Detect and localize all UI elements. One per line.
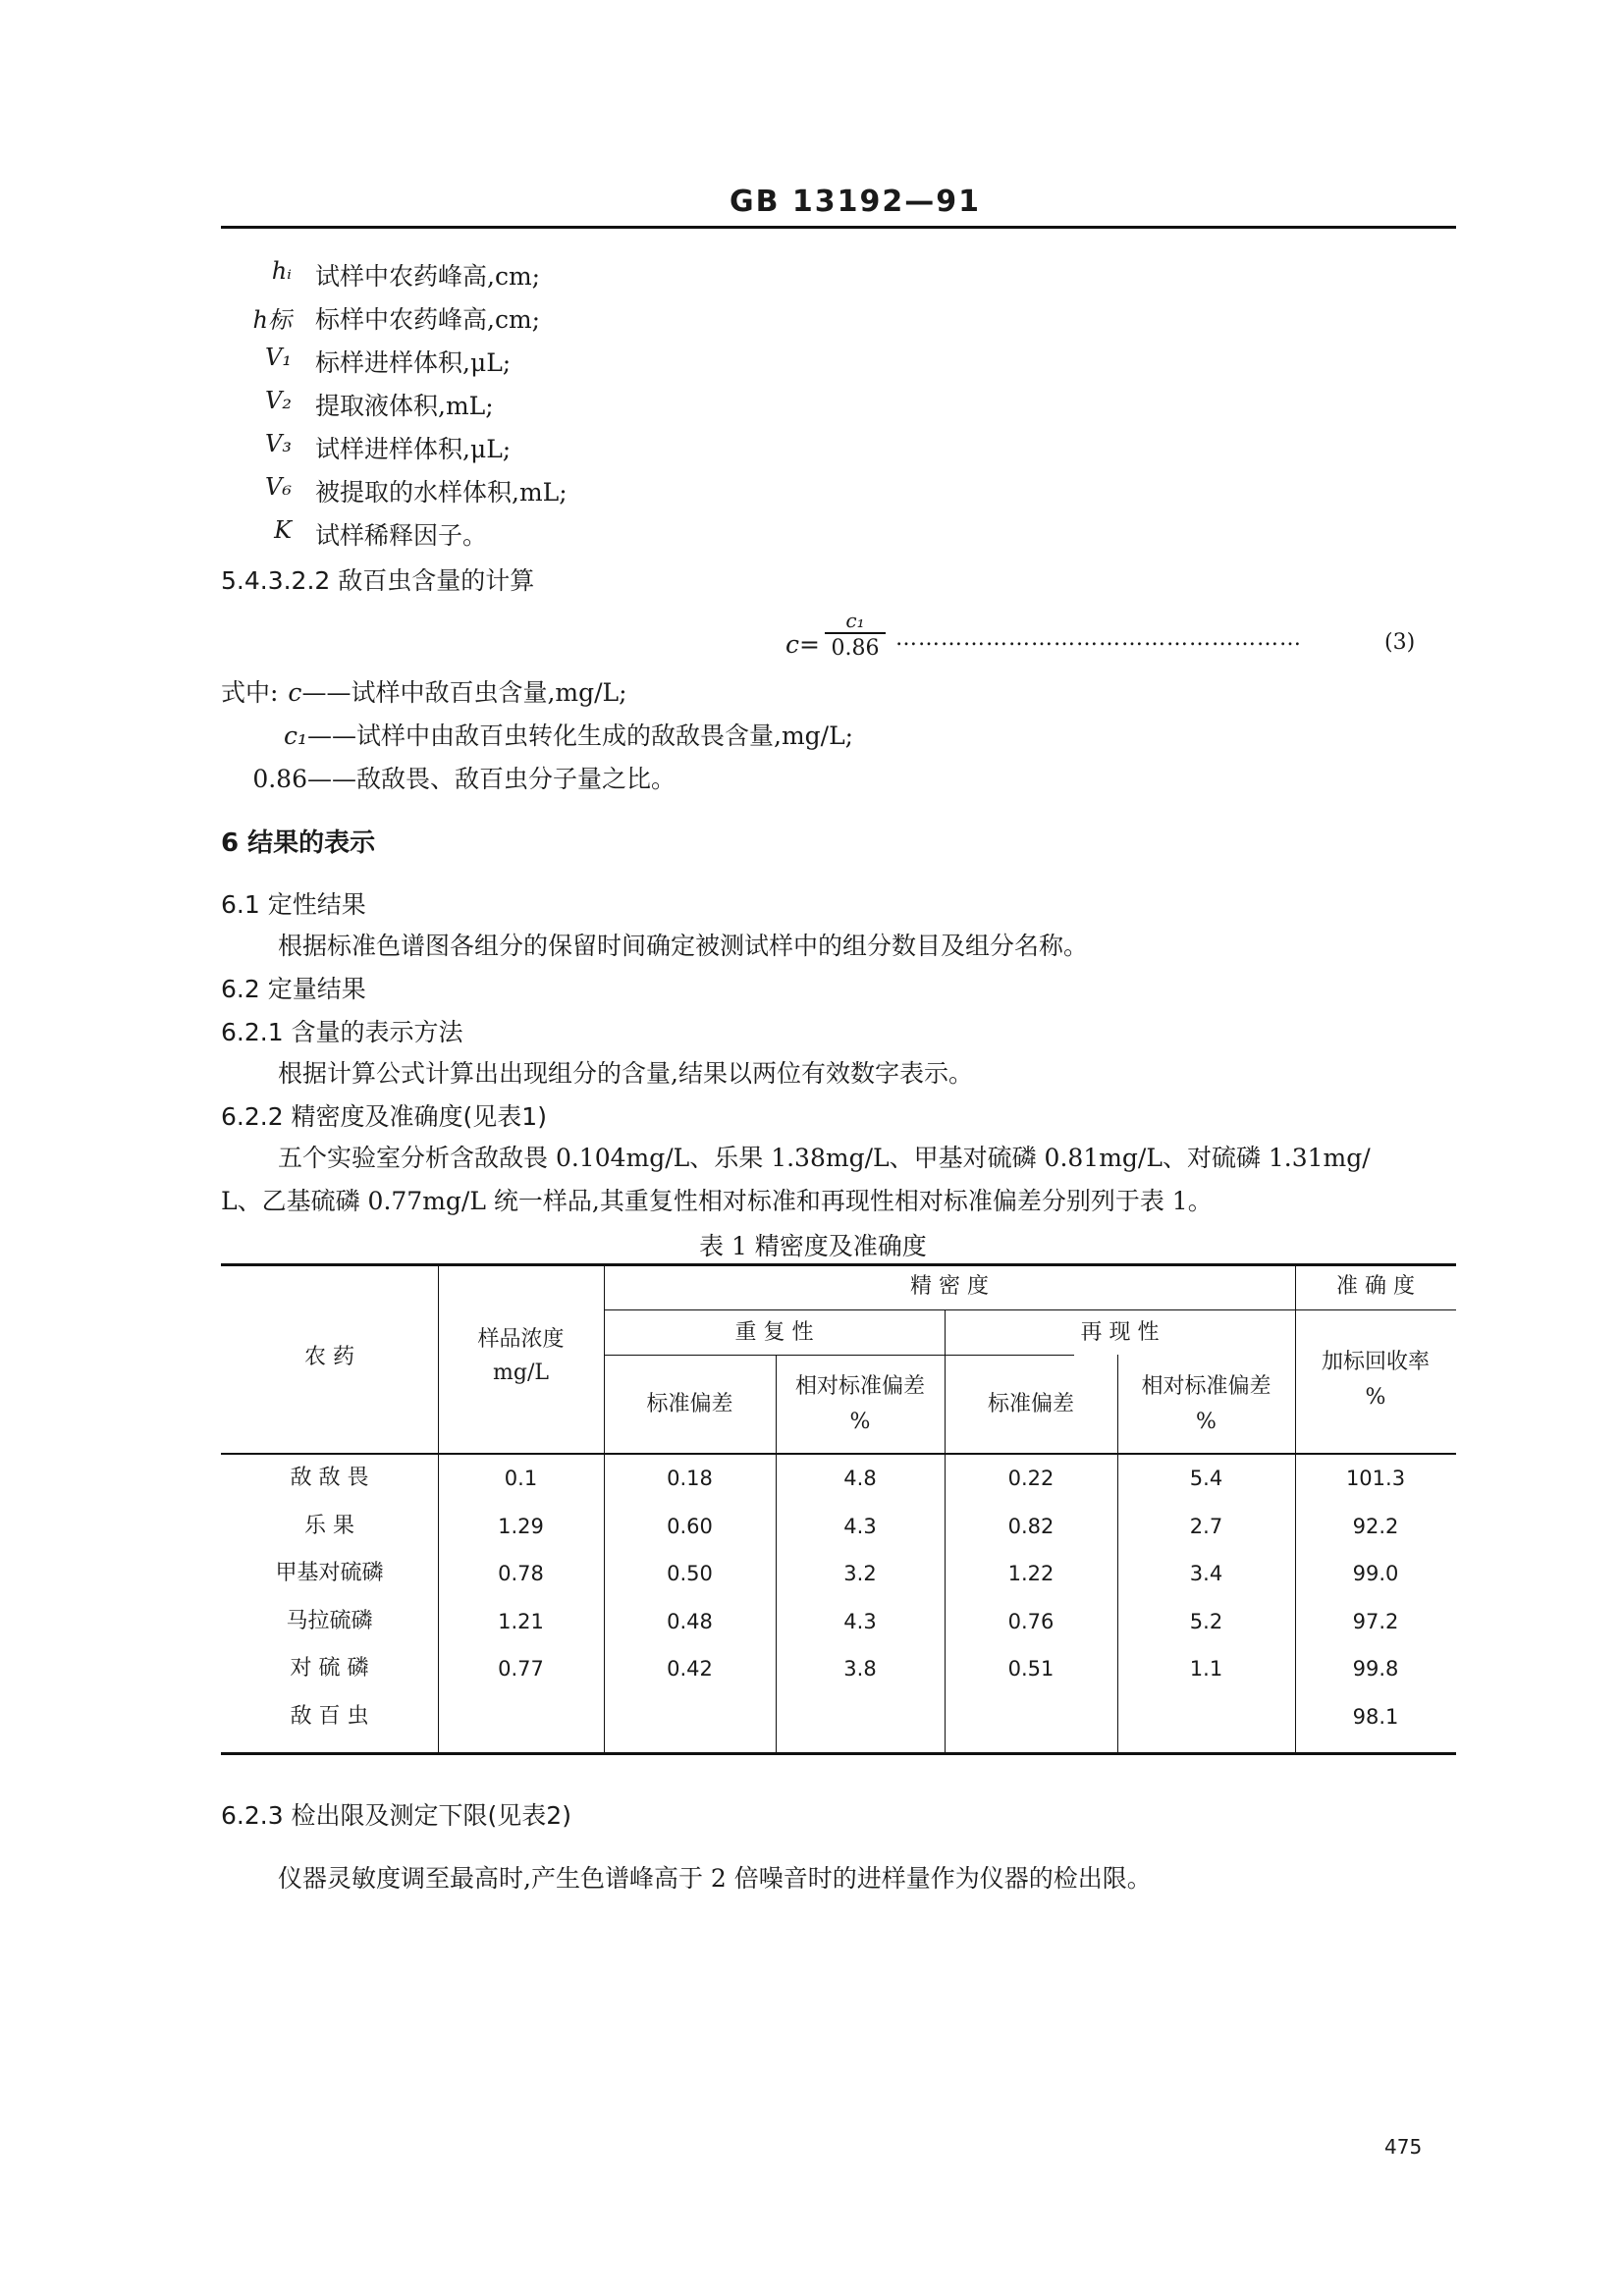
definition-text: 被提取的水样体积,mL;: [315, 478, 568, 507]
header-concentration-unit: mg/L: [493, 1361, 549, 1385]
header-sd-reproduce: 标准偏差: [987, 1392, 1074, 1416]
section-6-1-heading: 6.1 定性结果: [221, 890, 366, 919]
table-cell-sd1: 0.42: [667, 1657, 713, 1681]
table-1: [221, 1263, 1456, 1754]
where-symbol: c: [288, 678, 302, 707]
table-cell-name: 敌 敌 畏: [290, 1466, 369, 1490]
table-cell-rsd1: 3.2: [843, 1562, 877, 1585]
table-cell-sd1: 0.60: [667, 1514, 713, 1538]
table-cell-rec: 92.2: [1352, 1514, 1399, 1538]
table-cell-sd2: 0.22: [1007, 1467, 1055, 1490]
definition-text: 试样中农药峰高,cm;: [315, 262, 541, 291]
table-cell-sd1: 0.50: [667, 1562, 713, 1585]
table-cell-rec: 99.8: [1352, 1657, 1399, 1681]
header-rule: [221, 226, 1456, 229]
formula-leader-dots: ………………………………………………: [895, 626, 1302, 651]
table-cell-rsd2: 2.7: [1189, 1514, 1223, 1538]
table-cell-sd1: 0.18: [667, 1467, 713, 1490]
document-header: GB 13192—91: [730, 185, 982, 219]
header-rsd-reproduce-pct: %: [1196, 1410, 1217, 1434]
definition-text: 试样稀释因子。: [315, 521, 488, 550]
table-cell-rsd1: 3.8: [843, 1657, 877, 1681]
formula-3: [785, 609, 1424, 667]
table-cell-rec: 97.2: [1352, 1609, 1399, 1633]
where-symbol: c₁: [283, 721, 307, 750]
section-5-4-3-2-2-heading: 5.4.3.2.2 敌百虫含量的计算: [221, 566, 535, 595]
header-rsd-repeat: 相对标准偏差: [794, 1374, 925, 1399]
page-number: 475: [1384, 2135, 1423, 2159]
section-6-1-paragraph: 根据标准色谱图各组分的保留时间确定被测试样中的组分数目及组分名称。: [278, 932, 1089, 960]
table-cell-name: 对 硫 磷: [290, 1656, 369, 1681]
header-concentration: 样品浓度: [477, 1327, 565, 1352]
definition-item: K 试样稀释因子。: [274, 516, 488, 550]
section-6-2-2-paragraph-line2: L、乙基硫磷 0.77mg/L 统一样品,其重复性相对标准和再现性相对标准偏差分别列于表 1。: [221, 1187, 1213, 1215]
where-text: ——试样中由敌百虫转化生成的敌敌畏含量,mg/L;: [307, 721, 854, 750]
formula-fraction: [825, 609, 886, 661]
table-cell-conc: 0.77: [498, 1657, 544, 1681]
definition-item: h标 标样中农药峰高,cm;: [221, 300, 830, 338]
table-rule-precision: [604, 1309, 1456, 1310]
definition-item: hᵢ 试样中农药峰高,cm;: [271, 257, 541, 291]
table-cell-sd2: 0.82: [1007, 1514, 1055, 1538]
definition-text: 标样中农药峰高,cm;: [315, 305, 541, 334]
section-6-2-1-heading: 6.2.1 含量的表示方法: [221, 1018, 463, 1046]
where-item: [221, 717, 853, 752]
where-item: [221, 673, 627, 709]
section-6-2-3-paragraph: 仪器灵敏度调至最高时,产生色谱峰高于 2 倍噪音时的进样量作为仪器的检出限。: [278, 1864, 1152, 1893]
definition-item: V₂ 提取液体积,mL;: [265, 387, 494, 420]
table-1-caption: 表 1 精密度及准确度: [699, 1232, 927, 1260]
formula-number: (3): [1384, 630, 1416, 655]
section-6-heading: 6 结果的表示: [221, 828, 376, 858]
where-item: [221, 760, 676, 795]
formula-denominator: 0.86: [831, 636, 880, 661]
table-cell-rsd2: 1.1: [1189, 1657, 1223, 1681]
table-cell-sd2: 1.22: [1007, 1562, 1055, 1585]
section-6-2-3-heading: 6.2.3 检出限及测定下限(见表2): [221, 1801, 571, 1830]
formula-lhs: c=: [785, 630, 820, 659]
header-rsd-repeat-pct: %: [849, 1410, 871, 1434]
table-cell-conc: 1.21: [498, 1609, 544, 1633]
definition-text: 标样进样体积,μL;: [315, 348, 512, 377]
table-cell-rsd1: 4.8: [843, 1467, 877, 1490]
table-cell-conc: 0.78: [498, 1562, 544, 1585]
formula-numerator: c₁: [845, 609, 865, 632]
header-sd-repeat: 标准偏差: [646, 1392, 733, 1416]
header-pesticide: 农 药: [304, 1345, 354, 1369]
where-symbol: 0.86: [252, 765, 307, 793]
where-text: ——试样中敌百虫含量,mg/L;: [301, 678, 627, 707]
section-6-2-2-paragraph-line1: 五个实验室分析含敌敌畏 0.104mg/L、乐果 1.38mg/L、甲基对硫磷 0.81mg/L、对硫磷 1.31mg/: [278, 1144, 1371, 1172]
table-cell-rec: 98.1: [1352, 1704, 1399, 1729]
table-cell-rsd1: 4.3: [843, 1514, 877, 1538]
table-cell-conc: 1.29: [498, 1514, 544, 1538]
table-cell-rsd2: 5.2: [1189, 1609, 1223, 1633]
header-rsd-reproduce: 相对标准偏差: [1141, 1374, 1271, 1399]
table-bottom-rule: [221, 1752, 1456, 1755]
table-cell-rsd2: 3.4: [1189, 1562, 1223, 1585]
table-cell-name: 甲基对硫磷: [275, 1561, 384, 1585]
section-6-2-1-paragraph: 根据计算公式计算出出现组分的含量,结果以两位有效数字表示。: [278, 1059, 973, 1088]
table-cell-sd2: 0.76: [1007, 1609, 1055, 1633]
table-top-rule: [221, 1263, 1456, 1266]
table-cell-sd1: 0.48: [667, 1609, 713, 1633]
table-rule-repeat: [604, 1355, 1074, 1356]
definition-text: 提取液体积,mL;: [315, 392, 494, 420]
definition-item: V₃ 试样进样体积,μL;: [265, 430, 512, 463]
table-cell-conc: 0.1: [504, 1467, 538, 1490]
section-6-2-heading: 6.2 定量结果: [221, 975, 366, 1003]
header-recovery: 加标回收率: [1321, 1350, 1430, 1374]
header-precision: 精 密 度: [910, 1274, 989, 1299]
table-cell-name: 乐 果: [304, 1513, 354, 1538]
where-prefix: 式中:: [221, 678, 279, 707]
table-cell-rec: 99.0: [1352, 1562, 1399, 1585]
definition-text: 试样进样体积,μL;: [315, 435, 512, 463]
definition-item: V₁ 标样进样体积,μL;: [265, 344, 512, 377]
table-cell-name: 敌 百 虫: [290, 1703, 369, 1729]
table-cell-rsd2: 5.4: [1189, 1467, 1223, 1490]
table-cell-rsd1: 4.3: [843, 1609, 877, 1633]
header-accuracy: 准 确 度: [1336, 1274, 1415, 1299]
table-cell-rec: 101.3: [1345, 1467, 1406, 1490]
table-header-rule: [221, 1453, 1456, 1455]
section-6-2-2-heading: 6.2.2 精密度及准确度(见表1): [221, 1102, 547, 1131]
definition-item: V₆ 被提取的水样体积,mL;: [265, 473, 568, 507]
header-reproducibility: 再 现 性: [1080, 1320, 1160, 1345]
table-cell-name: 马拉硫磷: [286, 1608, 373, 1633]
header-recovery-pct: %: [1365, 1385, 1386, 1410]
header-repeatability: 重 复 性: [734, 1320, 814, 1345]
table-cell-sd2: 0.51: [1007, 1657, 1055, 1681]
where-text: ——敌敌畏、敌百虫分子量之比。: [307, 765, 676, 793]
